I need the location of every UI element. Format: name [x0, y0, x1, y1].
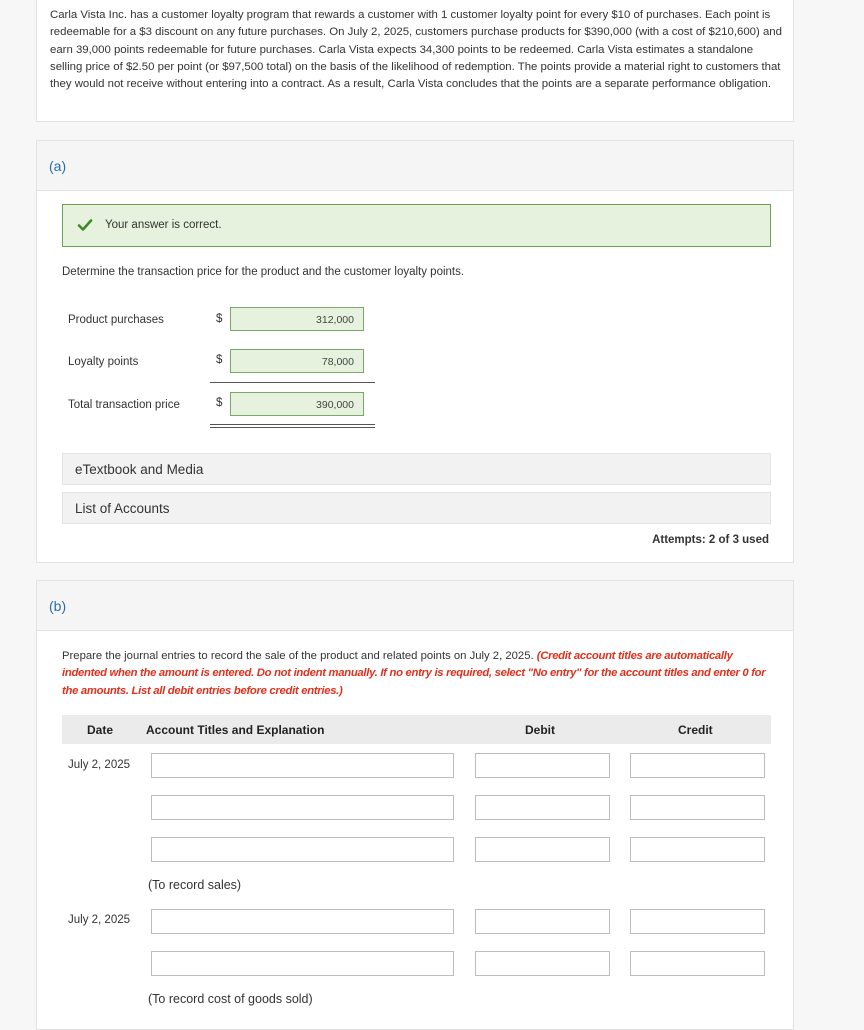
etextbook-media-link[interactable] — [62, 453, 771, 485]
currency-symbol: $ — [216, 397, 223, 409]
entry-2-debit-input-1[interactable] — [475, 909, 610, 934]
list-of-accounts-label: List of Accounts — [75, 501, 170, 516]
problem-statement — [36, 0, 794, 122]
entry-1-credit-input-2[interactable] — [630, 795, 765, 820]
loyalty-points-label: Loyalty points — [68, 356, 139, 368]
product-purchases-label: Product purchases — [68, 314, 164, 326]
total-double-rule-bottom — [210, 427, 375, 428]
col-date: Date — [87, 723, 114, 737]
entry-1-date: July 2, 2025 — [68, 759, 131, 771]
part-a-panel — [36, 140, 794, 563]
total-transaction-price-label: Total transaction price — [68, 399, 180, 411]
loyalty-points-input[interactable]: 78,000 — [230, 349, 364, 373]
entry-1-account-input-3[interactable] — [151, 837, 454, 862]
part-b-label: (b) — [49, 598, 67, 614]
entry-1-debit-input-2[interactable] — [475, 795, 610, 820]
part-a-question: Determine the transaction price for the product and the customer loyalty points. — [62, 266, 465, 278]
correct-answer-banner — [62, 204, 771, 247]
currency-symbol: $ — [216, 354, 223, 366]
list-of-accounts-link[interactable] — [62, 492, 771, 524]
instruction-note: (Credit account titles are automatically indented when the amount is entered. Do not indent manually. If no entry is required, select "No entry" for the account titles and enter 0 for the amounts. List all debit entries before credit entries.) — [62, 650, 766, 697]
entry-2-credit-input-2[interactable] — [630, 951, 765, 976]
part-a-header — [37, 141, 793, 191]
entry-2-account-input-1[interactable] — [151, 909, 454, 934]
journal-table-header — [62, 715, 771, 744]
part-b-header — [37, 581, 793, 631]
entry-1-account-input-1[interactable] — [151, 753, 454, 778]
part-b-panel — [36, 580, 794, 1030]
entry-1-credit-input-3[interactable] — [630, 837, 765, 862]
attempts-counter: Attempts: 2 of 3 used — [652, 534, 769, 546]
product-purchases-input[interactable]: 312,000 — [230, 307, 364, 331]
etextbook-media-label: eTextbook and Media — [75, 462, 204, 477]
problem-text: Carla Vista Inc. has a customer loyalty program that rewards a customer with 1 customer loyalty point for every $10 of purchases. Each point is redeemable for a $3 discount on any future purchases. On July 2, 2025, customers purchase products for $390,000 (with a cost of $210,600) and earn 39,000 points redeemable for future purchases. Carla Vista expects 34,300 points to be redeemed. Carla Vista estimates a standalone selling price of $2.50 per point (or $97,500 total) on the basis of the likelihood of redemption. The points provide a material right to customers that they would not receive without entering into a contract. As a result, Carla Vista concludes that the points are a separate performance obligation. — [50, 9, 782, 91]
entry-2-date: July 2, 2025 — [68, 914, 131, 926]
total-double-rule-top — [210, 424, 375, 425]
checkmark-icon — [77, 217, 93, 233]
subtotal-rule — [210, 382, 375, 383]
part-a-label: (a) — [49, 158, 67, 174]
entry-2-account-input-2[interactable] — [151, 951, 454, 976]
entry-1-credit-input-1[interactable] — [630, 753, 765, 778]
part-b-instructions — [62, 648, 774, 700]
col-account: Account Titles and Explanation — [146, 723, 325, 737]
entry-1-explanation: (To record sales) — [148, 878, 242, 892]
entry-1-debit-input-3[interactable] — [475, 837, 610, 862]
col-debit: Debit — [525, 723, 555, 737]
entry-1-account-input-2[interactable] — [151, 795, 454, 820]
currency-symbol: $ — [216, 313, 223, 325]
total-transaction-price-input[interactable]: 390,000 — [230, 392, 364, 416]
entry-2-explanation: (To record cost of goods sold) — [148, 992, 313, 1006]
entry-2-credit-input-1[interactable] — [630, 909, 765, 934]
col-credit: Credit — [678, 723, 713, 737]
entry-2-debit-input-2[interactable] — [475, 951, 610, 976]
feedback-text: Your answer is correct. — [105, 219, 222, 231]
instruction-text: Prepare the journal entries to record the sale of the product and related points on July 2, 2025. — [62, 650, 534, 662]
entry-1-debit-input-1[interactable] — [475, 753, 610, 778]
